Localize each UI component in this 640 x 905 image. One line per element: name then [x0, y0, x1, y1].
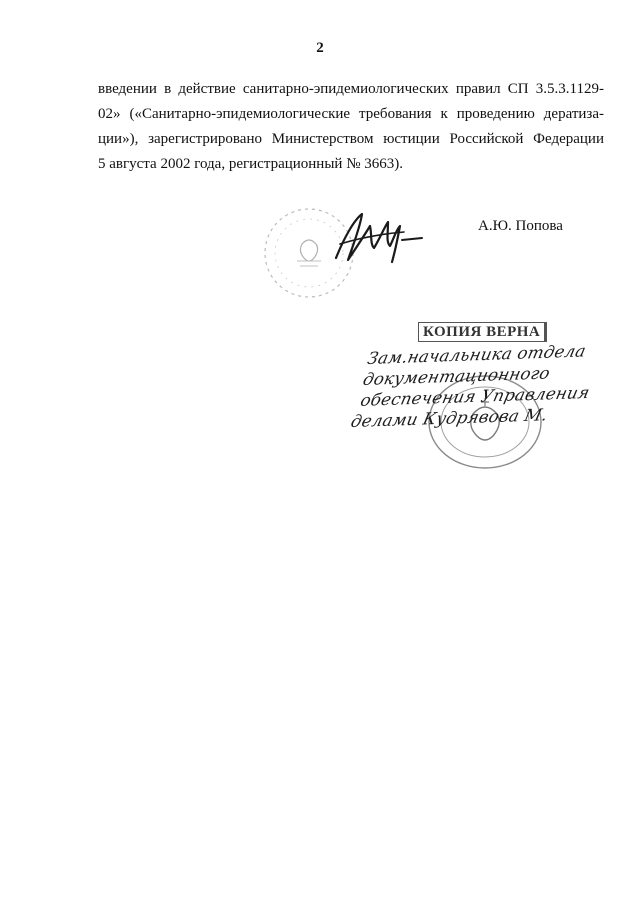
page-number: 2 — [316, 40, 324, 56]
signatory-name: А.Ю. Попова — [478, 218, 563, 234]
certification-line: обеспечения Управления — [358, 382, 592, 410]
body-line: введении в действие санитарно-эпидемиологических правил СП 3.5.3.1129- — [98, 81, 604, 97]
copy-certified-stamp: КОПИЯ ВЕРНА — [418, 322, 547, 342]
signature-icon — [330, 208, 430, 268]
handwritten-certification — [349, 340, 601, 432]
certification-line: документационного — [361, 363, 552, 389]
body-line: 5 августа 2002 года, регистрационный № 3663). — [98, 156, 403, 172]
body-paragraph — [98, 77, 604, 177]
body-line: 02» («Санитарно-эпидемиологические требования к проведению дератиза- — [98, 106, 604, 122]
body-line: ции»), зарегистрировано Министерством юстиции Российской Федерации — [98, 131, 604, 147]
certification-line: делами Кудрявова М. — [349, 405, 550, 432]
certification-line: Зам.начальника отдела — [365, 341, 588, 368]
